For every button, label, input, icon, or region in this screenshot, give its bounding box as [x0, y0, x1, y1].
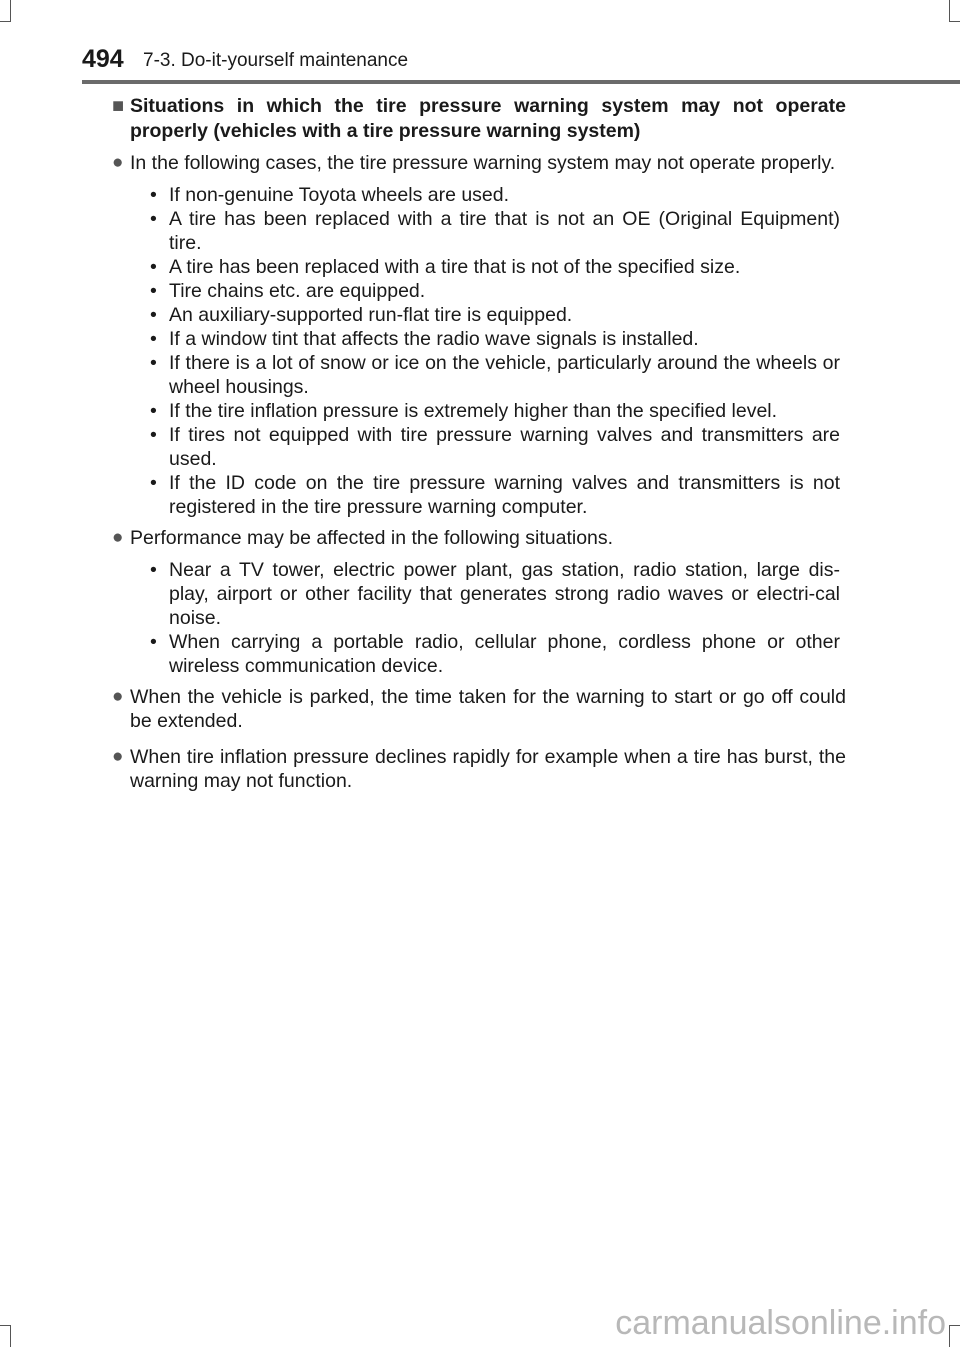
- list-item: [112, 685, 846, 733]
- bullet-item: [150, 630, 840, 678]
- bullet-dot-icon: •: [150, 424, 157, 446]
- bullet-item: [150, 558, 840, 630]
- bullet-dot-icon: •: [150, 280, 157, 302]
- page-header: [0, 0, 960, 84]
- circle-bullet-icon: ●: [112, 746, 124, 767]
- bullet-dot-icon: •: [150, 400, 157, 422]
- bullet-dot-icon: •: [150, 328, 157, 350]
- bullet-item-text: A tire has been replaced with a tire that is not of the specified size.: [169, 256, 741, 278]
- circle-bullet-icon: ●: [112, 686, 124, 707]
- bullet-item-text: When carrying a portable radio, cellular phone, cordless phone or other wireless communication device.: [169, 631, 840, 677]
- bullet-item: [150, 183, 840, 207]
- bullet-item: [150, 399, 840, 423]
- crop-mark: [950, 1325, 960, 1326]
- bullet-dot-icon: •: [150, 184, 157, 206]
- bullet-item-text: Tire chains etc. are equipped.: [169, 280, 426, 302]
- bullet-item-text: A tire has been replaced with a tire that is not an OE (Original Equipment) tire.: [169, 208, 840, 254]
- circle-item-text: Performance may be affected in the following situations.: [130, 527, 614, 549]
- crop-mark: [0, 1325, 10, 1326]
- crop-mark: [949, 1325, 950, 1347]
- bullet-item: [150, 327, 840, 351]
- bullet-item-text: Near a TV tower, electric power plant, gas station, radio station, large dis-play, airport or other facility that generates strong radio waves or electri-cal noise.: [169, 559, 840, 629]
- bullet-item-text: If a window tint that affects the radio wave signals is installed.: [169, 328, 699, 350]
- circle-item: [112, 745, 846, 793]
- circle-item-text: When the vehicle is parked, the time taken for the warning to start or go off could be extended.: [130, 686, 846, 732]
- circle-item-text: When tire inflation pressure declines rapidly for example when a tire has burst, the warning may not function.: [130, 746, 846, 792]
- circle-bullet-icon: ●: [112, 152, 124, 173]
- page-number: 494: [82, 45, 124, 73]
- bullet-item: [150, 423, 840, 471]
- crop-mark: [10, 1325, 11, 1347]
- section-title: 7-3. Do-it-yourself maintenance: [143, 50, 409, 71]
- bullet-item: [150, 207, 840, 255]
- circle-bullet-icon: ●: [112, 527, 124, 548]
- bullet-dot-icon: •: [150, 256, 157, 278]
- bullet-item-text: If non-genuine Toyota wheels are used.: [169, 184, 510, 206]
- list-item: [112, 745, 846, 793]
- bullet-item: [150, 279, 840, 303]
- bullet-item: [150, 255, 840, 279]
- bullet-item-text: If the tire inflation pressure is extremely higher than the specified level.: [169, 400, 778, 422]
- page-content: [112, 94, 846, 793]
- header-rule: [82, 80, 960, 84]
- bullet-item-text: If tires not equipped with tire pressure warning valves and transmitters are used.: [169, 424, 840, 470]
- watermark-text: carmanualsonline.info: [615, 1304, 946, 1342]
- bullet-item: [150, 351, 840, 399]
- bullet-dot-icon: •: [150, 208, 157, 230]
- bullet-item-text: If the ID code on the tire pressure warning valves and transmitters is not registered in the tire pressure warning computer.: [169, 472, 840, 518]
- bullet-list: [150, 558, 840, 678]
- bullet-item: [150, 471, 840, 519]
- subsection-heading-text: Situations in which the tire pressure warning system may not operate properly (vehicles with a tire pressure warning system): [130, 95, 846, 142]
- bullet-dot-icon: •: [150, 631, 157, 653]
- bullet-item-text: An auxiliary-supported run-flat tire is equipped.: [169, 304, 573, 326]
- bullet-dot-icon: •: [150, 304, 157, 326]
- bullet-list: [150, 183, 840, 519]
- bullet-dot-icon: •: [150, 352, 157, 374]
- bullet-dot-icon: •: [150, 559, 157, 581]
- circle-item-text: In the following cases, the tire pressure warning system may not operate properly.: [130, 152, 836, 174]
- circle-item: [112, 526, 846, 550]
- subsection-heading: [112, 94, 846, 144]
- square-bullet-icon: ■: [112, 95, 125, 117]
- bullet-item-text: If there is a lot of snow or ice on the vehicle, particularly around the wheels or wheel housings.: [169, 352, 840, 398]
- bullet-item: [150, 303, 840, 327]
- circle-item: [112, 151, 846, 175]
- list-item: [112, 151, 846, 519]
- item-list: [112, 151, 846, 793]
- circle-item: [112, 685, 846, 733]
- bullet-dot-icon: •: [150, 472, 157, 494]
- list-item: [112, 526, 846, 678]
